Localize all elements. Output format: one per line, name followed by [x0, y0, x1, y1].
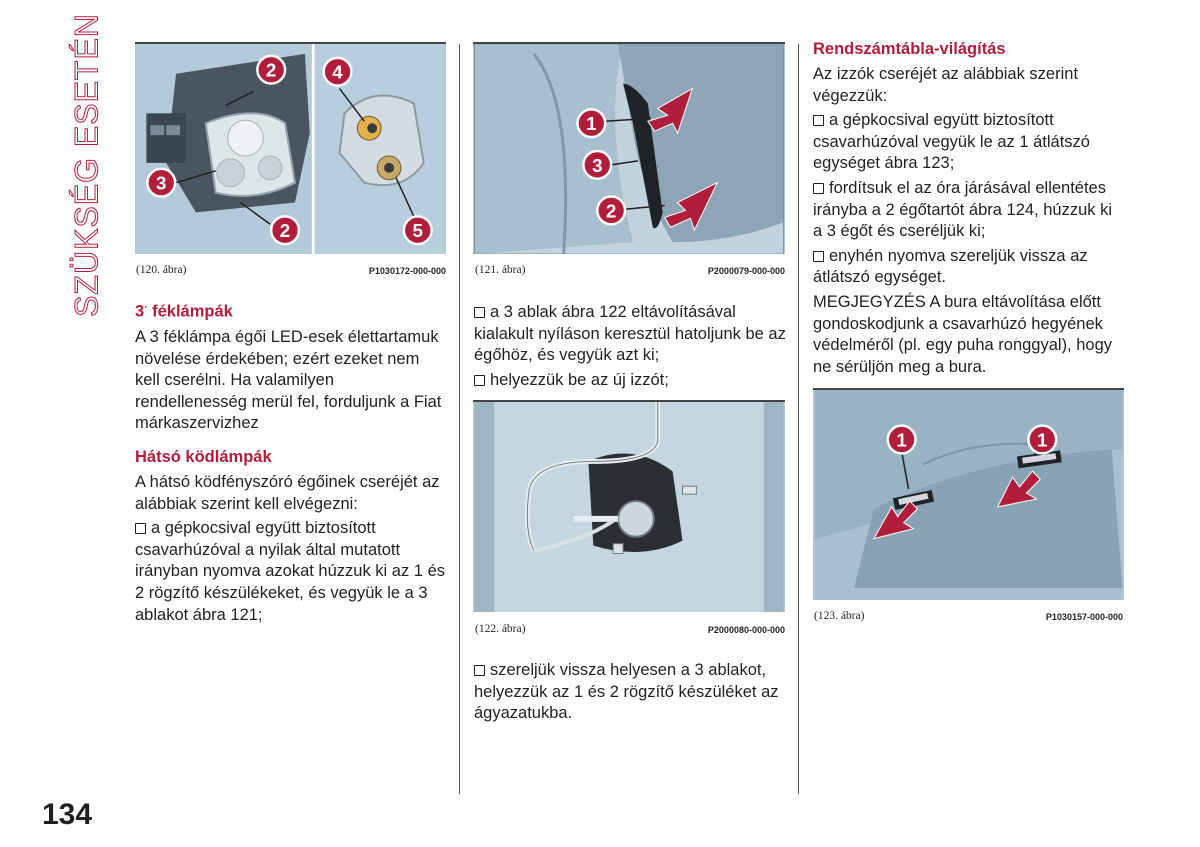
- figure-code: P1030157-000-000: [1045, 612, 1123, 622]
- fog-step-1-text: a gépkocsival együtt biztosított csavarhúzóval a nyilak által mutatott irányban nyomva azokat húzzuk ki az 1 és 2 rögzítő készülékeket, és vegyük le a 3 ablakot ábra 121;: [135, 519, 445, 624]
- figure-caption: (121. ábra): [475, 264, 526, 276]
- figure-121-illustration: [473, 44, 785, 254]
- fog-step-1: [135, 518, 447, 626]
- fog-lights-paragraph: [135, 472, 447, 626]
- plate-step-1: [813, 110, 1125, 175]
- callout-marker: [597, 197, 625, 225]
- callout-marker: [404, 216, 432, 244]
- section-title: SZÜKSÉG ESETÉN: [68, 13, 105, 317]
- brake-heading-number: 3: [135, 302, 145, 321]
- callout-label: 5: [412, 220, 424, 242]
- figure-120-illustration: [135, 44, 446, 254]
- figure-121: [473, 42, 785, 254]
- figure-caption: (122. ábra): [475, 623, 526, 635]
- figure-code: P2000080-000-000: [707, 625, 785, 635]
- license-plate-paragraph: [813, 64, 1125, 378]
- section-title-vertical: [62, 13, 112, 317]
- callout-label: 1: [896, 429, 907, 451]
- brake-lights-heading: [135, 302, 233, 322]
- fog-lights-heading: Hátsó ködlámpák: [135, 448, 272, 466]
- callout-marker: [257, 56, 285, 84]
- figure-123: [813, 388, 1124, 600]
- brake-text: A 3 féklámpa égői LED-esek élettartamuk növelése érdekében; ezért ezeket nem kell cserélni. Ha valamilyen rendellenesség merül fel, forduljunk a Fiat márkaszervizhez: [135, 328, 442, 433]
- fog-steps-paragraph: [474, 302, 786, 391]
- callout-label: 1: [586, 113, 597, 135]
- callout-label: 1: [1037, 429, 1048, 451]
- callout-marker: [583, 151, 611, 179]
- callout-marker: [1028, 426, 1056, 454]
- callout-marker: [147, 169, 175, 197]
- callout-marker: [888, 426, 916, 454]
- callout-marker: [577, 109, 605, 137]
- plate-step-3: [813, 246, 1125, 289]
- figure-122: [473, 400, 785, 612]
- column-divider: [459, 44, 460, 794]
- callout-marker: [324, 58, 352, 86]
- fog-step-2: [474, 302, 786, 367]
- plate-step-1-text: a gépkocsival együtt biztosított csavarhúzóval vegyük le az 1 átlátszó egységet ábra 123;: [813, 111, 1090, 173]
- column-divider: [798, 44, 799, 794]
- callout-label: 2: [605, 200, 617, 222]
- plate-note: MEGJEGYZÉS A bura eltávolítása előtt gondoskodjunk a csavarhúzó hegyének védelméről (pl. egy puha ronggyal), hogy ne sérüljön meg a bura.: [813, 292, 1113, 376]
- callout-label: 4: [332, 61, 343, 83]
- checkbox-bullet-icon: [474, 307, 485, 318]
- brake-heading-text: féklámpák: [152, 302, 233, 321]
- plate-step-2: [813, 178, 1125, 243]
- callout-label: 2: [279, 220, 291, 242]
- checkbox-bullet-icon: [813, 115, 824, 126]
- checkbox-bullet-icon: [135, 523, 146, 534]
- figure-123-illustration: [813, 390, 1124, 600]
- fog-step-3: [474, 370, 786, 392]
- fog-step-2-text: a 3 ablak ábra 122 eltávolításával kialakult nyíláson keresztül hatoljunk be az égőhöz, és vegyük azt ki;: [474, 303, 786, 365]
- checkbox-bullet-icon: [813, 251, 824, 262]
- fog-step-4-text: szereljük vissza helyesen a 3 ablakot, helyezzük az 1 és 2 rögzítő készüléket az ágyazatukba.: [474, 661, 779, 723]
- plate-intro: Az izzók cseréjét az alábbiak szerint végezzük:: [813, 65, 1079, 105]
- plate-step-3-text: enyhén nyomva szereljük vissza az átlátszó egységet.: [813, 246, 1088, 287]
- fog-final-step-paragraph: [474, 660, 786, 725]
- figure-caption: (120. ábra): [136, 264, 187, 276]
- fog-step-4: [474, 660, 786, 725]
- figure-code: P2000079-000-000: [707, 266, 785, 276]
- page-number: 134: [42, 798, 93, 831]
- plate-step-2-text: fordítsuk el az óra járásával ellentétes irányba a 2 égőtartót ábra 124, húzzuk ki a 3 égőt és cseréljük ki;: [813, 178, 1113, 241]
- figure-code: P1030172-000-000: [368, 266, 446, 276]
- brake-heading-sup: ·: [144, 302, 148, 313]
- figure-122-illustration: [473, 402, 785, 612]
- fog-step-3-text: helyezzük be az új izzót;: [490, 370, 669, 389]
- figure-120: [135, 42, 446, 254]
- callout-label: 3: [592, 154, 603, 176]
- license-plate-light-heading: Rendszámtábla-világítás: [813, 40, 1006, 58]
- checkbox-bullet-icon: [474, 375, 485, 386]
- callout-label: 2: [265, 59, 277, 81]
- figure-caption: (123. ábra): [814, 610, 865, 622]
- callout-marker: [271, 216, 299, 244]
- checkbox-bullet-icon: [474, 665, 485, 676]
- fog-intro: A hátsó ködfényszóró égőinek cseréjét az alábbiak szerint kell elvégezni:: [135, 473, 440, 513]
- callout-label: 3: [155, 172, 167, 194]
- brake-lights-paragraph: [135, 327, 445, 435]
- checkbox-bullet-icon: [813, 183, 824, 194]
